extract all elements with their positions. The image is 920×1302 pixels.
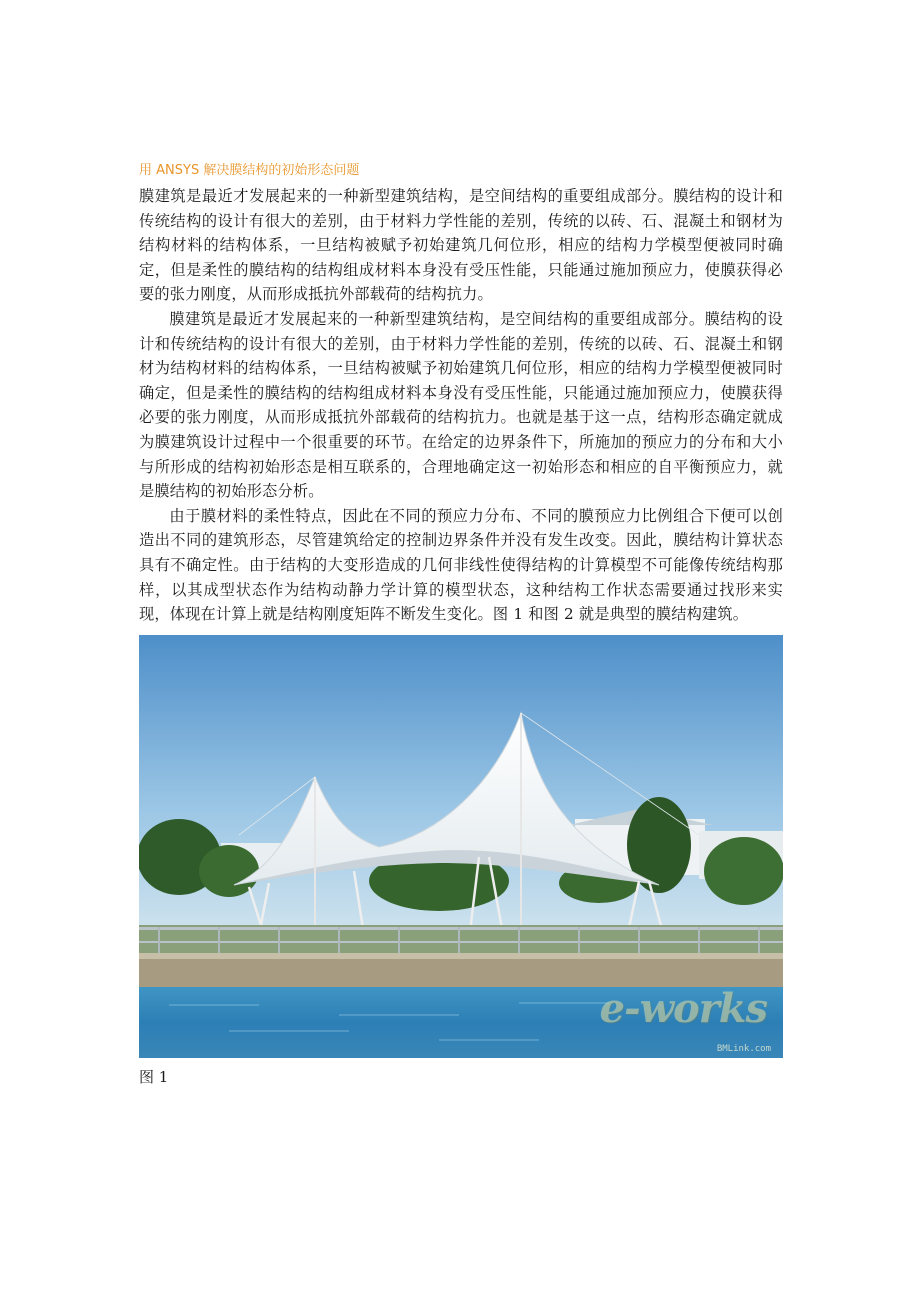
railing	[139, 927, 783, 930]
document-page	[139, 160, 783, 1088]
paragraph-1: 膜建筑是最近才发展起来的一种新型建筑结构，是空间结构的重要组成部分。膜结构的设计和传统结构的设计有很大的差别，由于材料力学性能的差别，传统的以砖、石、混凝土和钢材为结构材料的结构体系，一旦结构被赋予初始建筑几何位形，相应的结构力学模型便被同时确定，但是柔性的膜结构的结构组成材料本身没有受压性能，只能通过施加预应力，使膜获得必要的张力刚度，从而形成抵抗外部载荷的结构抗力。	[139, 187, 783, 304]
paragraph-3: 由于膜材料的柔性特点，因此在不同的预应力分布、不同的膜预应力比例组合下便可以创造出不同的建筑形态，尽管建筑给定的控制边界条件并没有发生改变。因此，膜结构计算状态具有不确定性。由于结构的大变形造成的几何非线性使得结构的计算模型不可能像传统结构那样，以其成型状态作为结构动静力学计算的模型状态，这种结构工作状态需要通过找形来实现，体现在计算上就是结构刚度矩阵不断发生变化。图 1 和图 2 就是典型的膜结构建筑。	[139, 506, 783, 624]
document-title: 用 ANSYS 解决膜结构的初始形态问题	[139, 163, 360, 178]
photo-watermark: e-works	[599, 984, 767, 1032]
photo-watermark-url: BMLink.com	[716, 1043, 771, 1054]
tree-right-2	[704, 837, 783, 905]
paragraph-2: 膜建筑是最近才发展起来的一种新型建筑结构，是空间结构的重要组成部分。膜结构的设计和传统结构的设计有很大的差别，由于材料力学性能的差别，传统的以砖、石、混凝土和钢材为结构材料的结构体系，一旦结构被赋予初始建筑几何位形，相应的结构力学模型便被同时确定，但是柔性的膜结构的结构组成材料本身没有受压性能，只能通过施加预应力，使膜获得必要的张力刚度，从而形成抵抗外部载荷的结构抗力。也就是基于这一点，结构形态确定就成为膜建筑设计过程中一个很重要的环节。在给定的边界条件下，所施加的预应力的分布和大小与所形成的结构初始形态是相互联系的，合理地确定这一初始形态和相应的自平衡预应力，就是膜结构的初始形态分析。	[139, 309, 783, 501]
membrane-structure-photo	[139, 635, 783, 1058]
figure-caption: 图 1	[139, 1067, 169, 1086]
